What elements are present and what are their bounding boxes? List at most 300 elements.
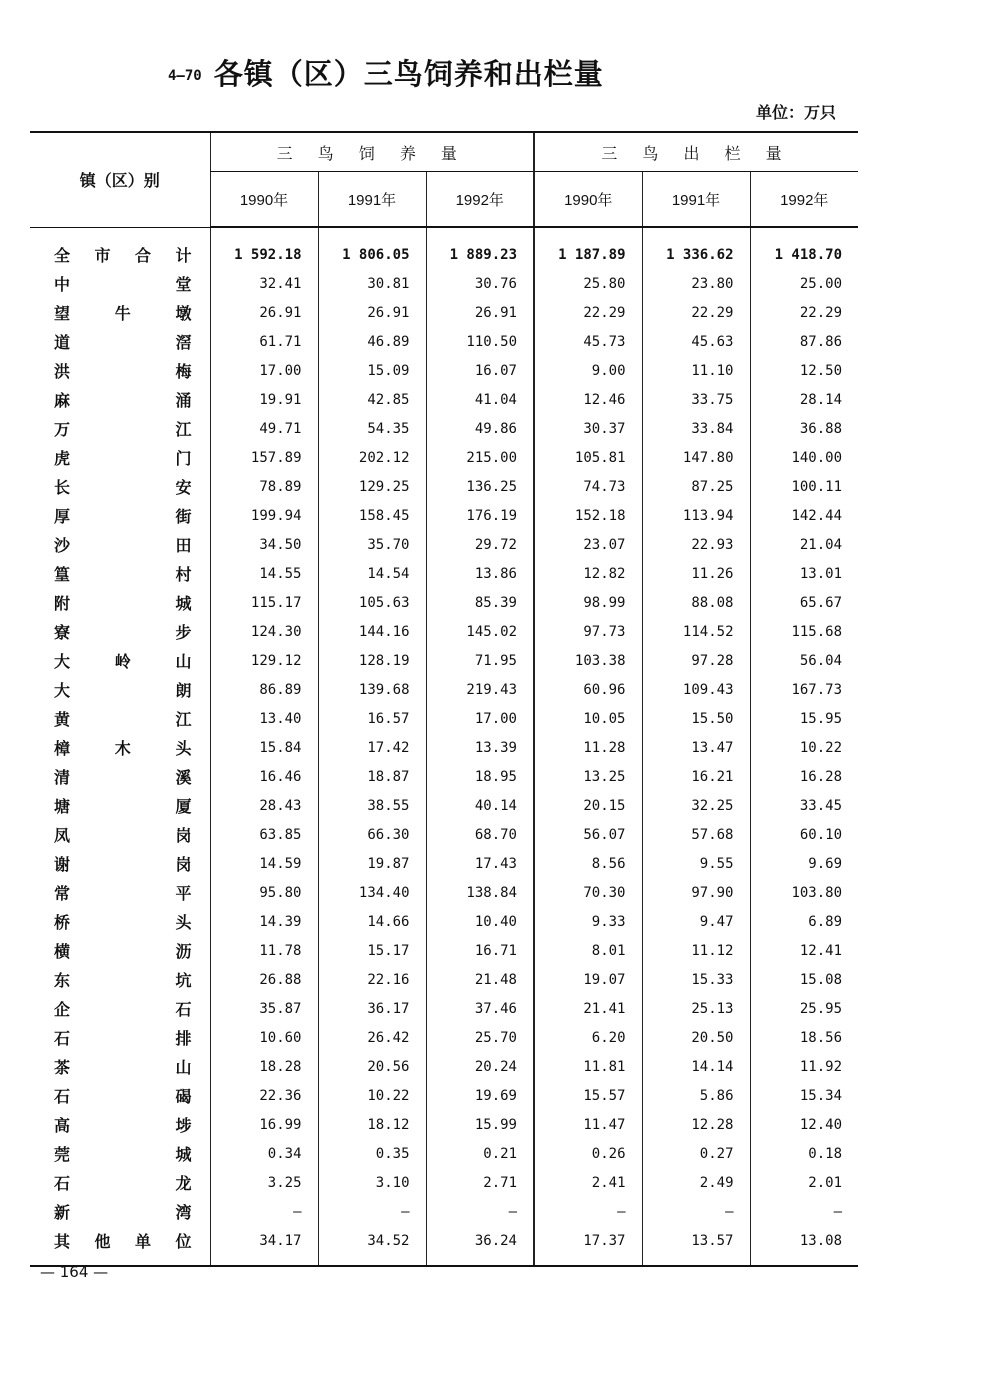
table-row	[30, 965, 858, 994]
table-row	[30, 849, 858, 878]
town-name: 桥 头	[54, 913, 192, 932]
value-cell: 25.95	[750, 994, 858, 1023]
town-name-cell	[30, 994, 210, 1023]
value-cell: 6.20	[534, 1023, 642, 1052]
town-name-cell	[30, 1110, 210, 1139]
value-cell: 13.01	[750, 559, 858, 588]
table-row	[30, 1052, 858, 1081]
value-cell: 34.17	[210, 1226, 318, 1266]
town-name: 洪 梅	[54, 362, 192, 381]
town-name-cell	[30, 617, 210, 646]
value-cell: 20.50	[642, 1023, 750, 1052]
table-row	[30, 646, 858, 675]
value-cell: 1 418.70	[750, 227, 858, 269]
value-cell: 28.14	[750, 385, 858, 414]
table-row	[30, 907, 858, 936]
value-cell: 14.66	[318, 907, 426, 936]
value-cell: 15.33	[642, 965, 750, 994]
year-header: 1991年	[642, 172, 750, 228]
value-cell: 12.46	[534, 385, 642, 414]
town-name: 高 埗	[54, 1116, 192, 1135]
value-cell: 87.86	[750, 327, 858, 356]
value-cell: 19.07	[534, 965, 642, 994]
value-cell: 2.41	[534, 1168, 642, 1197]
value-cell: 37.46	[426, 994, 534, 1023]
value-cell: 16.21	[642, 762, 750, 791]
town-name-cell	[30, 907, 210, 936]
value-cell: 2.71	[426, 1168, 534, 1197]
value-cell: 22.93	[642, 530, 750, 559]
table-row	[30, 1197, 858, 1226]
town-name-cell	[30, 356, 210, 385]
value-cell: 21.48	[426, 965, 534, 994]
value-cell: 70.30	[534, 878, 642, 907]
value-cell: 11.92	[750, 1052, 858, 1081]
town-name: 其 他 单 位	[54, 1232, 192, 1251]
value-cell: 1 336.62	[642, 227, 750, 269]
value-cell: 97.28	[642, 646, 750, 675]
value-cell: 167.73	[750, 675, 858, 704]
value-cell: —	[318, 1197, 426, 1226]
value-cell: —	[750, 1197, 858, 1226]
town-name: 篁 村	[54, 565, 192, 584]
value-cell: 25.13	[642, 994, 750, 1023]
town-name-cell	[30, 443, 210, 472]
value-cell: 109.43	[642, 675, 750, 704]
total-row	[30, 227, 858, 269]
table-row	[30, 414, 858, 443]
page-number: — 164 —	[40, 1263, 109, 1281]
value-cell: 35.70	[318, 530, 426, 559]
value-cell: 17.00	[210, 356, 318, 385]
town-name: 寮 步	[54, 623, 192, 642]
town-name: 全 市 合 计	[54, 245, 192, 265]
value-cell: 32.41	[210, 269, 318, 298]
value-cell: 136.25	[426, 472, 534, 501]
value-cell: 33.75	[642, 385, 750, 414]
value-cell: 0.35	[318, 1139, 426, 1168]
value-cell: 19.87	[318, 849, 426, 878]
town-name-cell	[30, 762, 210, 791]
value-cell: 11.26	[642, 559, 750, 588]
value-cell: 16.28	[750, 762, 858, 791]
table-row	[30, 1023, 858, 1052]
value-cell: 0.34	[210, 1139, 318, 1168]
town-name-cell	[30, 298, 210, 327]
value-cell: 63.85	[210, 820, 318, 849]
value-cell: 60.10	[750, 820, 858, 849]
table-row	[30, 327, 858, 356]
value-cell: 15.34	[750, 1081, 858, 1110]
year-header: 1991年	[318, 172, 426, 228]
town-name-cell	[30, 820, 210, 849]
town-name: 黄 江	[54, 710, 192, 729]
value-cell: 15.17	[318, 936, 426, 965]
table-body	[30, 227, 858, 1266]
value-cell: 41.04	[426, 385, 534, 414]
value-cell: 6.89	[750, 907, 858, 936]
town-name: 中 堂	[54, 275, 192, 294]
value-cell: 114.52	[642, 617, 750, 646]
town-name: 附 城	[54, 594, 192, 613]
town-name: 常 平	[54, 884, 192, 903]
value-cell: 129.25	[318, 472, 426, 501]
town-name: 凤 岗	[54, 826, 192, 845]
town-name-cell	[30, 501, 210, 530]
value-cell: 15.84	[210, 733, 318, 762]
town-name: 大 岭 山	[54, 652, 192, 671]
table-header	[30, 132, 858, 227]
value-cell: 15.57	[534, 1081, 642, 1110]
town-name-cell	[30, 588, 210, 617]
value-cell: 10.05	[534, 704, 642, 733]
value-cell: 9.55	[642, 849, 750, 878]
value-cell: 12.41	[750, 936, 858, 965]
year-header: 1992年	[426, 172, 534, 228]
value-cell: 13.39	[426, 733, 534, 762]
value-cell: 23.07	[534, 530, 642, 559]
value-cell: 1 187.89	[534, 227, 642, 269]
value-cell: 129.12	[210, 646, 318, 675]
table-title	[168, 52, 604, 93]
value-cell: 16.99	[210, 1110, 318, 1139]
value-cell: 105.63	[318, 588, 426, 617]
value-cell: 9.47	[642, 907, 750, 936]
town-name: 长 安	[54, 478, 192, 497]
table-row	[30, 443, 858, 472]
value-cell: 29.72	[426, 530, 534, 559]
value-cell: 199.94	[210, 501, 318, 530]
value-cell: 34.50	[210, 530, 318, 559]
town-name-cell	[30, 559, 210, 588]
value-cell: 15.99	[426, 1110, 534, 1139]
town-name-cell	[30, 675, 210, 704]
value-cell: 21.41	[534, 994, 642, 1023]
value-cell: 157.89	[210, 443, 318, 472]
table-row	[30, 675, 858, 704]
town-name: 茶 山	[54, 1058, 192, 1077]
value-cell: 85.39	[426, 588, 534, 617]
value-cell: 13.57	[642, 1226, 750, 1266]
value-cell: 25.70	[426, 1023, 534, 1052]
value-cell: 113.94	[642, 501, 750, 530]
town-name: 塘 厦	[54, 797, 192, 816]
table-row	[30, 559, 858, 588]
statistics-table	[30, 131, 858, 1267]
value-cell: 33.84	[642, 414, 750, 443]
value-cell: 11.10	[642, 356, 750, 385]
value-cell: 115.68	[750, 617, 858, 646]
value-cell: 1 806.05	[318, 227, 426, 269]
value-cell: 56.04	[750, 646, 858, 675]
town-name: 大 朗	[54, 681, 192, 700]
value-cell: 13.40	[210, 704, 318, 733]
town-name-cell	[30, 1168, 210, 1197]
table-row	[30, 1226, 858, 1266]
value-cell: 32.25	[642, 791, 750, 820]
value-cell: 38.55	[318, 791, 426, 820]
town-name-cell	[30, 1197, 210, 1226]
town-name-cell	[30, 1052, 210, 1081]
town-name: 新 湾	[54, 1203, 192, 1222]
value-cell: 26.88	[210, 965, 318, 994]
value-cell: 9.33	[534, 907, 642, 936]
town-name: 莞 城	[54, 1145, 192, 1164]
value-cell: 18.12	[318, 1110, 426, 1139]
value-cell: 12.82	[534, 559, 642, 588]
town-name-cell	[30, 227, 210, 269]
value-cell: 30.76	[426, 269, 534, 298]
town-name-cell	[30, 1226, 210, 1266]
group-header-output: 三 鸟 出 栏 量	[534, 132, 858, 172]
value-cell: 23.80	[642, 269, 750, 298]
value-cell: 17.00	[426, 704, 534, 733]
table-row	[30, 762, 858, 791]
value-cell: 18.95	[426, 762, 534, 791]
town-name: 东 坑	[54, 971, 192, 990]
value-cell: —	[210, 1197, 318, 1226]
table-row	[30, 936, 858, 965]
value-cell: 36.24	[426, 1226, 534, 1266]
value-cell: 45.63	[642, 327, 750, 356]
value-cell: 30.81	[318, 269, 426, 298]
value-cell: 3.10	[318, 1168, 426, 1197]
value-cell: 20.24	[426, 1052, 534, 1081]
value-cell: 26.42	[318, 1023, 426, 1052]
value-cell: 11.81	[534, 1052, 642, 1081]
table-row	[30, 820, 858, 849]
stub-header: 镇（区）别	[30, 132, 210, 227]
value-cell: 34.52	[318, 1226, 426, 1266]
value-cell: 17.43	[426, 849, 534, 878]
value-cell: 158.45	[318, 501, 426, 530]
value-cell: 14.54	[318, 559, 426, 588]
table-row	[30, 530, 858, 559]
value-cell: 16.46	[210, 762, 318, 791]
value-cell: 12.50	[750, 356, 858, 385]
value-cell: 15.50	[642, 704, 750, 733]
value-cell: 12.28	[642, 1110, 750, 1139]
value-cell: 26.91	[210, 298, 318, 327]
value-cell: 78.89	[210, 472, 318, 501]
value-cell: 17.37	[534, 1226, 642, 1266]
value-cell: 124.30	[210, 617, 318, 646]
town-name: 厚 街	[54, 507, 192, 526]
town-name: 虎 门	[54, 449, 192, 468]
value-cell: 54.35	[318, 414, 426, 443]
value-cell: 16.71	[426, 936, 534, 965]
value-cell: 74.73	[534, 472, 642, 501]
value-cell: 12.40	[750, 1110, 858, 1139]
value-cell: 11.47	[534, 1110, 642, 1139]
value-cell: 10.22	[750, 733, 858, 762]
town-name-cell	[30, 414, 210, 443]
value-cell: 138.84	[426, 878, 534, 907]
value-cell: 8.01	[534, 936, 642, 965]
value-cell: 103.80	[750, 878, 858, 907]
year-header: 1992年	[750, 172, 858, 228]
value-cell: 14.39	[210, 907, 318, 936]
value-cell: 49.71	[210, 414, 318, 443]
value-cell: 10.22	[318, 1081, 426, 1110]
town-name-cell	[30, 965, 210, 994]
table-row	[30, 1168, 858, 1197]
value-cell: 21.04	[750, 530, 858, 559]
value-cell: 10.60	[210, 1023, 318, 1052]
value-cell: 22.36	[210, 1081, 318, 1110]
value-cell: 68.70	[426, 820, 534, 849]
value-cell: 134.40	[318, 878, 426, 907]
value-cell: 35.87	[210, 994, 318, 1023]
value-cell: 9.00	[534, 356, 642, 385]
table-row	[30, 878, 858, 907]
town-name-cell	[30, 646, 210, 675]
town-name: 万 江	[54, 420, 192, 439]
value-cell: 13.08	[750, 1226, 858, 1266]
value-cell: 144.16	[318, 617, 426, 646]
value-cell: 142.44	[750, 501, 858, 530]
table-row	[30, 472, 858, 501]
table-row	[30, 588, 858, 617]
town-name-cell	[30, 704, 210, 733]
town-name: 企 石	[54, 1000, 192, 1019]
year-header: 1990年	[210, 172, 318, 228]
value-cell: 147.80	[642, 443, 750, 472]
value-cell: —	[534, 1197, 642, 1226]
town-name-cell	[30, 791, 210, 820]
town-name-cell	[30, 733, 210, 762]
table-row	[30, 385, 858, 414]
value-cell: 66.30	[318, 820, 426, 849]
value-cell: 97.90	[642, 878, 750, 907]
value-cell: 33.45	[750, 791, 858, 820]
value-cell: 26.91	[318, 298, 426, 327]
value-cell: 8.56	[534, 849, 642, 878]
value-cell: 2.01	[750, 1168, 858, 1197]
value-cell: 140.00	[750, 443, 858, 472]
value-cell: 13.86	[426, 559, 534, 588]
value-cell: 26.91	[426, 298, 534, 327]
table-row	[30, 356, 858, 385]
value-cell: 95.80	[210, 878, 318, 907]
value-cell: 22.16	[318, 965, 426, 994]
value-cell: 71.95	[426, 646, 534, 675]
value-cell: 14.59	[210, 849, 318, 878]
value-cell: 25.00	[750, 269, 858, 298]
value-cell: 25.80	[534, 269, 642, 298]
value-cell: —	[426, 1197, 534, 1226]
value-cell: 15.95	[750, 704, 858, 733]
value-cell: 100.11	[750, 472, 858, 501]
town-name-cell	[30, 327, 210, 356]
table-row	[30, 704, 858, 733]
value-cell: 3.25	[210, 1168, 318, 1197]
table-row	[30, 791, 858, 820]
value-cell: 115.17	[210, 588, 318, 617]
value-cell: 5.86	[642, 1081, 750, 1110]
value-cell: 1 889.23	[426, 227, 534, 269]
group-header-raising: 三 鸟 饲 养 量	[210, 132, 534, 172]
value-cell: 22.29	[750, 298, 858, 327]
value-cell: 36.17	[318, 994, 426, 1023]
town-name-cell	[30, 936, 210, 965]
table-number: 4—70	[168, 68, 202, 84]
table-row	[30, 1081, 858, 1110]
table-row	[30, 994, 858, 1023]
value-cell: 22.29	[534, 298, 642, 327]
table-row	[30, 298, 858, 327]
town-name-cell	[30, 385, 210, 414]
value-cell: 145.02	[426, 617, 534, 646]
value-cell: 36.88	[750, 414, 858, 443]
value-cell: 87.25	[642, 472, 750, 501]
value-cell: 13.47	[642, 733, 750, 762]
table-title-text: 各镇（区）三鸟饲养和出栏量	[213, 57, 604, 91]
value-cell: 152.18	[534, 501, 642, 530]
value-cell: 0.26	[534, 1139, 642, 1168]
town-name: 谢 岗	[54, 855, 192, 874]
value-cell: 65.67	[750, 588, 858, 617]
value-cell: 88.08	[642, 588, 750, 617]
value-cell: 19.91	[210, 385, 318, 414]
value-cell: 16.57	[318, 704, 426, 733]
value-cell: 22.29	[642, 298, 750, 327]
town-name-cell	[30, 472, 210, 501]
value-cell: 11.28	[534, 733, 642, 762]
value-cell: 10.40	[426, 907, 534, 936]
value-cell: 13.25	[534, 762, 642, 791]
value-cell: 0.27	[642, 1139, 750, 1168]
value-cell: 215.00	[426, 443, 534, 472]
value-cell: 49.86	[426, 414, 534, 443]
value-cell: 0.18	[750, 1139, 858, 1168]
town-name: 麻 涌	[54, 391, 192, 410]
table-row	[30, 733, 858, 762]
value-cell: 1 592.18	[210, 227, 318, 269]
value-cell: 86.89	[210, 675, 318, 704]
value-cell: 176.19	[426, 501, 534, 530]
table-row	[30, 269, 858, 298]
town-name: 道 滘	[54, 333, 192, 352]
town-name-cell	[30, 530, 210, 559]
value-cell: 61.71	[210, 327, 318, 356]
value-cell: 110.50	[426, 327, 534, 356]
value-cell: 28.43	[210, 791, 318, 820]
town-name-cell	[30, 878, 210, 907]
value-cell: 19.69	[426, 1081, 534, 1110]
town-name-cell	[30, 1023, 210, 1052]
table-row	[30, 1110, 858, 1139]
value-cell: 18.28	[210, 1052, 318, 1081]
unit-label: 单位：万只	[755, 103, 836, 122]
value-cell: 14.55	[210, 559, 318, 588]
town-name: 清 溪	[54, 768, 192, 787]
value-cell: 98.99	[534, 588, 642, 617]
town-name-cell	[30, 1139, 210, 1168]
value-cell: 97.73	[534, 617, 642, 646]
value-cell: 103.38	[534, 646, 642, 675]
value-cell: 18.87	[318, 762, 426, 791]
value-cell: 15.08	[750, 965, 858, 994]
value-cell: 2.49	[642, 1168, 750, 1197]
value-cell: 30.37	[534, 414, 642, 443]
town-name: 石 排	[54, 1029, 192, 1048]
table-row	[30, 501, 858, 530]
table-row	[30, 617, 858, 646]
value-cell: 20.56	[318, 1052, 426, 1081]
value-cell: 42.85	[318, 385, 426, 414]
value-cell: 219.43	[426, 675, 534, 704]
